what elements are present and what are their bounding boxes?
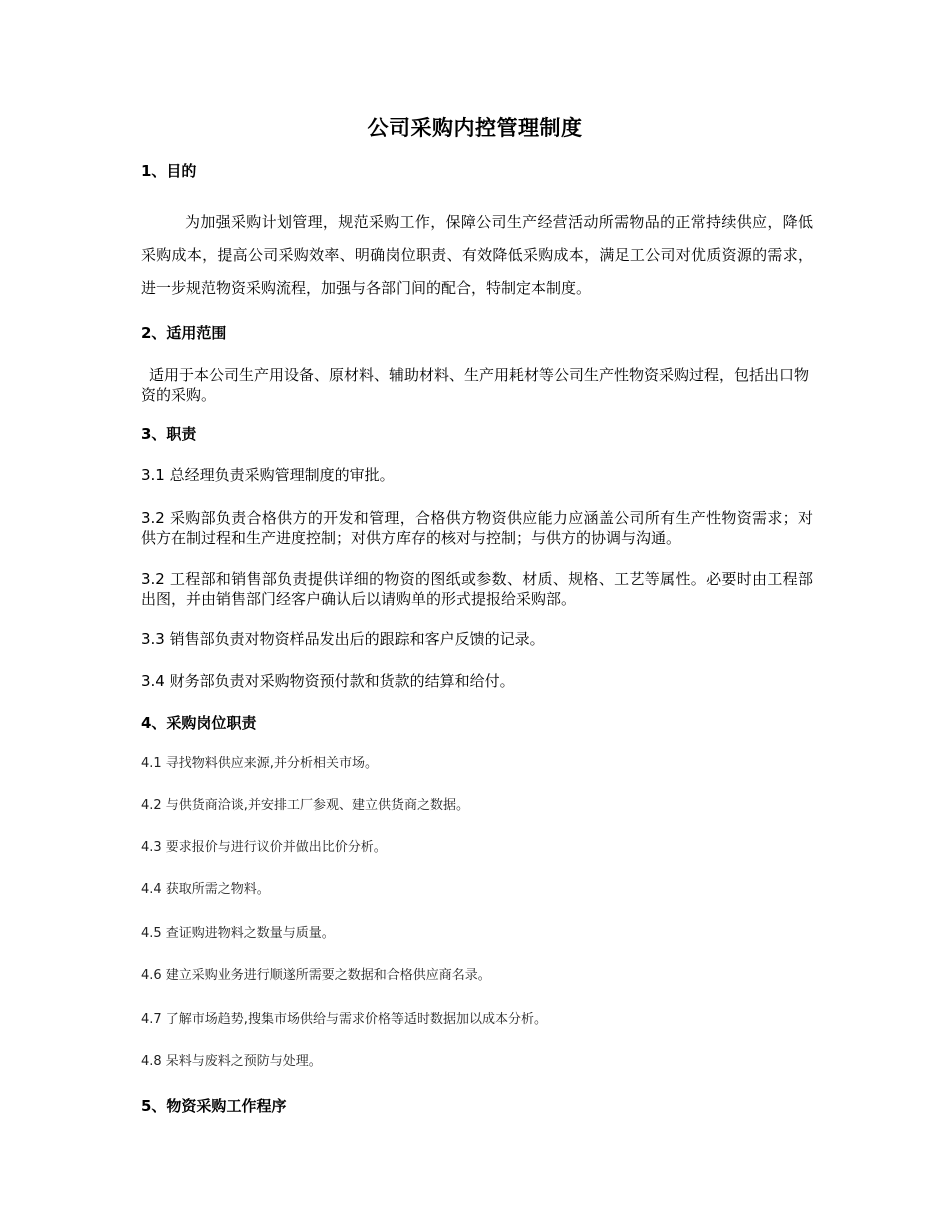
duty-item-text: 总经理负责采购管理制度的审批。 xyxy=(169,466,395,484)
duty-item-text: 采购部负责合格供方的开发和管理，合格供方物资供应能力应涵盖公司所有生产性物资需求；对供方在制过程和生产进度控制；对供方库存的核对与控制；与供方的协调与沟通。 xyxy=(141,509,813,547)
position-item: 4.7 了解市场趋势,搜集市场供给与需求价格等适时数据加以成本分析。 xyxy=(141,1012,547,1027)
duty-item-number: 3.1 xyxy=(141,466,165,484)
duty-item xyxy=(141,465,813,485)
position-item: 4.8 呆料与废料之预防与处理。 xyxy=(141,1054,322,1069)
duty-item xyxy=(141,508,813,548)
section-heading-duties: 3、职责 xyxy=(141,425,197,443)
duty-item-number: 3.4 xyxy=(141,672,165,690)
position-item: 4.3 要求报价与进行议价并做出比价分析。 xyxy=(141,840,387,855)
position-item: 4.6 建立采购业务进行顺遂所需要之数据和合格供应商名录。 xyxy=(141,968,491,983)
section-heading-scope: 2、适用范围 xyxy=(141,324,227,342)
document-title: 公司采购内控管理制度 xyxy=(367,116,583,140)
position-item: 4.2 与供货商洽谈,并安排工厂参观、建立供货商之数据。 xyxy=(141,798,469,813)
duty-item xyxy=(141,629,813,649)
position-item: 4.4 获取所需之物料。 xyxy=(141,882,270,897)
duty-item-text: 工程部和销售部负责提供详细的物资的图纸或参数、材质、规格、工艺等属性。必要时由工程部出图，并由销售部门经客户确认后以请购单的形式提报给采购部。 xyxy=(141,570,813,608)
position-item: 4.5 查证购进物料之数量与质量。 xyxy=(141,926,335,941)
purpose-paragraph: 为加强采购计划管理，规范采购工作，保障公司生产经营活动所需物品的正常持续供应，降低采购成本，提高公司采购效率、明确岗位职责、有效降低采购成本，满足工公司对优质资源的需求，进一步规范物资采购流程，加强与各部门间的配合，特制定本制度。 xyxy=(141,213,813,297)
duty-item xyxy=(141,569,813,609)
section-heading-positions: 4、采购岗位职责 xyxy=(141,714,257,732)
section-heading-procedure: 5、物资采购工作程序 xyxy=(141,1097,287,1115)
duty-item-text: 财务部负责对采购物资预付款和货款的结算和给付。 xyxy=(169,672,515,690)
duty-item-text: 销售部负责对物资样品发出后的跟踪和客户反馈的记录。 xyxy=(169,630,545,648)
position-item: 4.1 寻找物料供应来源,并分析相关市场。 xyxy=(141,756,378,771)
duty-item-number: 3.2 xyxy=(141,509,165,527)
scope-paragraph: 适用于本公司生产用设备、原材料、辅助材料、生产用耗材等公司生产性物资采购过程，包括出口物资的采购。 xyxy=(141,366,810,404)
duty-item-number: 3.2 xyxy=(141,570,165,588)
duty-item xyxy=(141,671,813,691)
duty-item-number: 3.3 xyxy=(141,630,165,648)
section-heading-purpose: 1、目的 xyxy=(141,162,197,180)
